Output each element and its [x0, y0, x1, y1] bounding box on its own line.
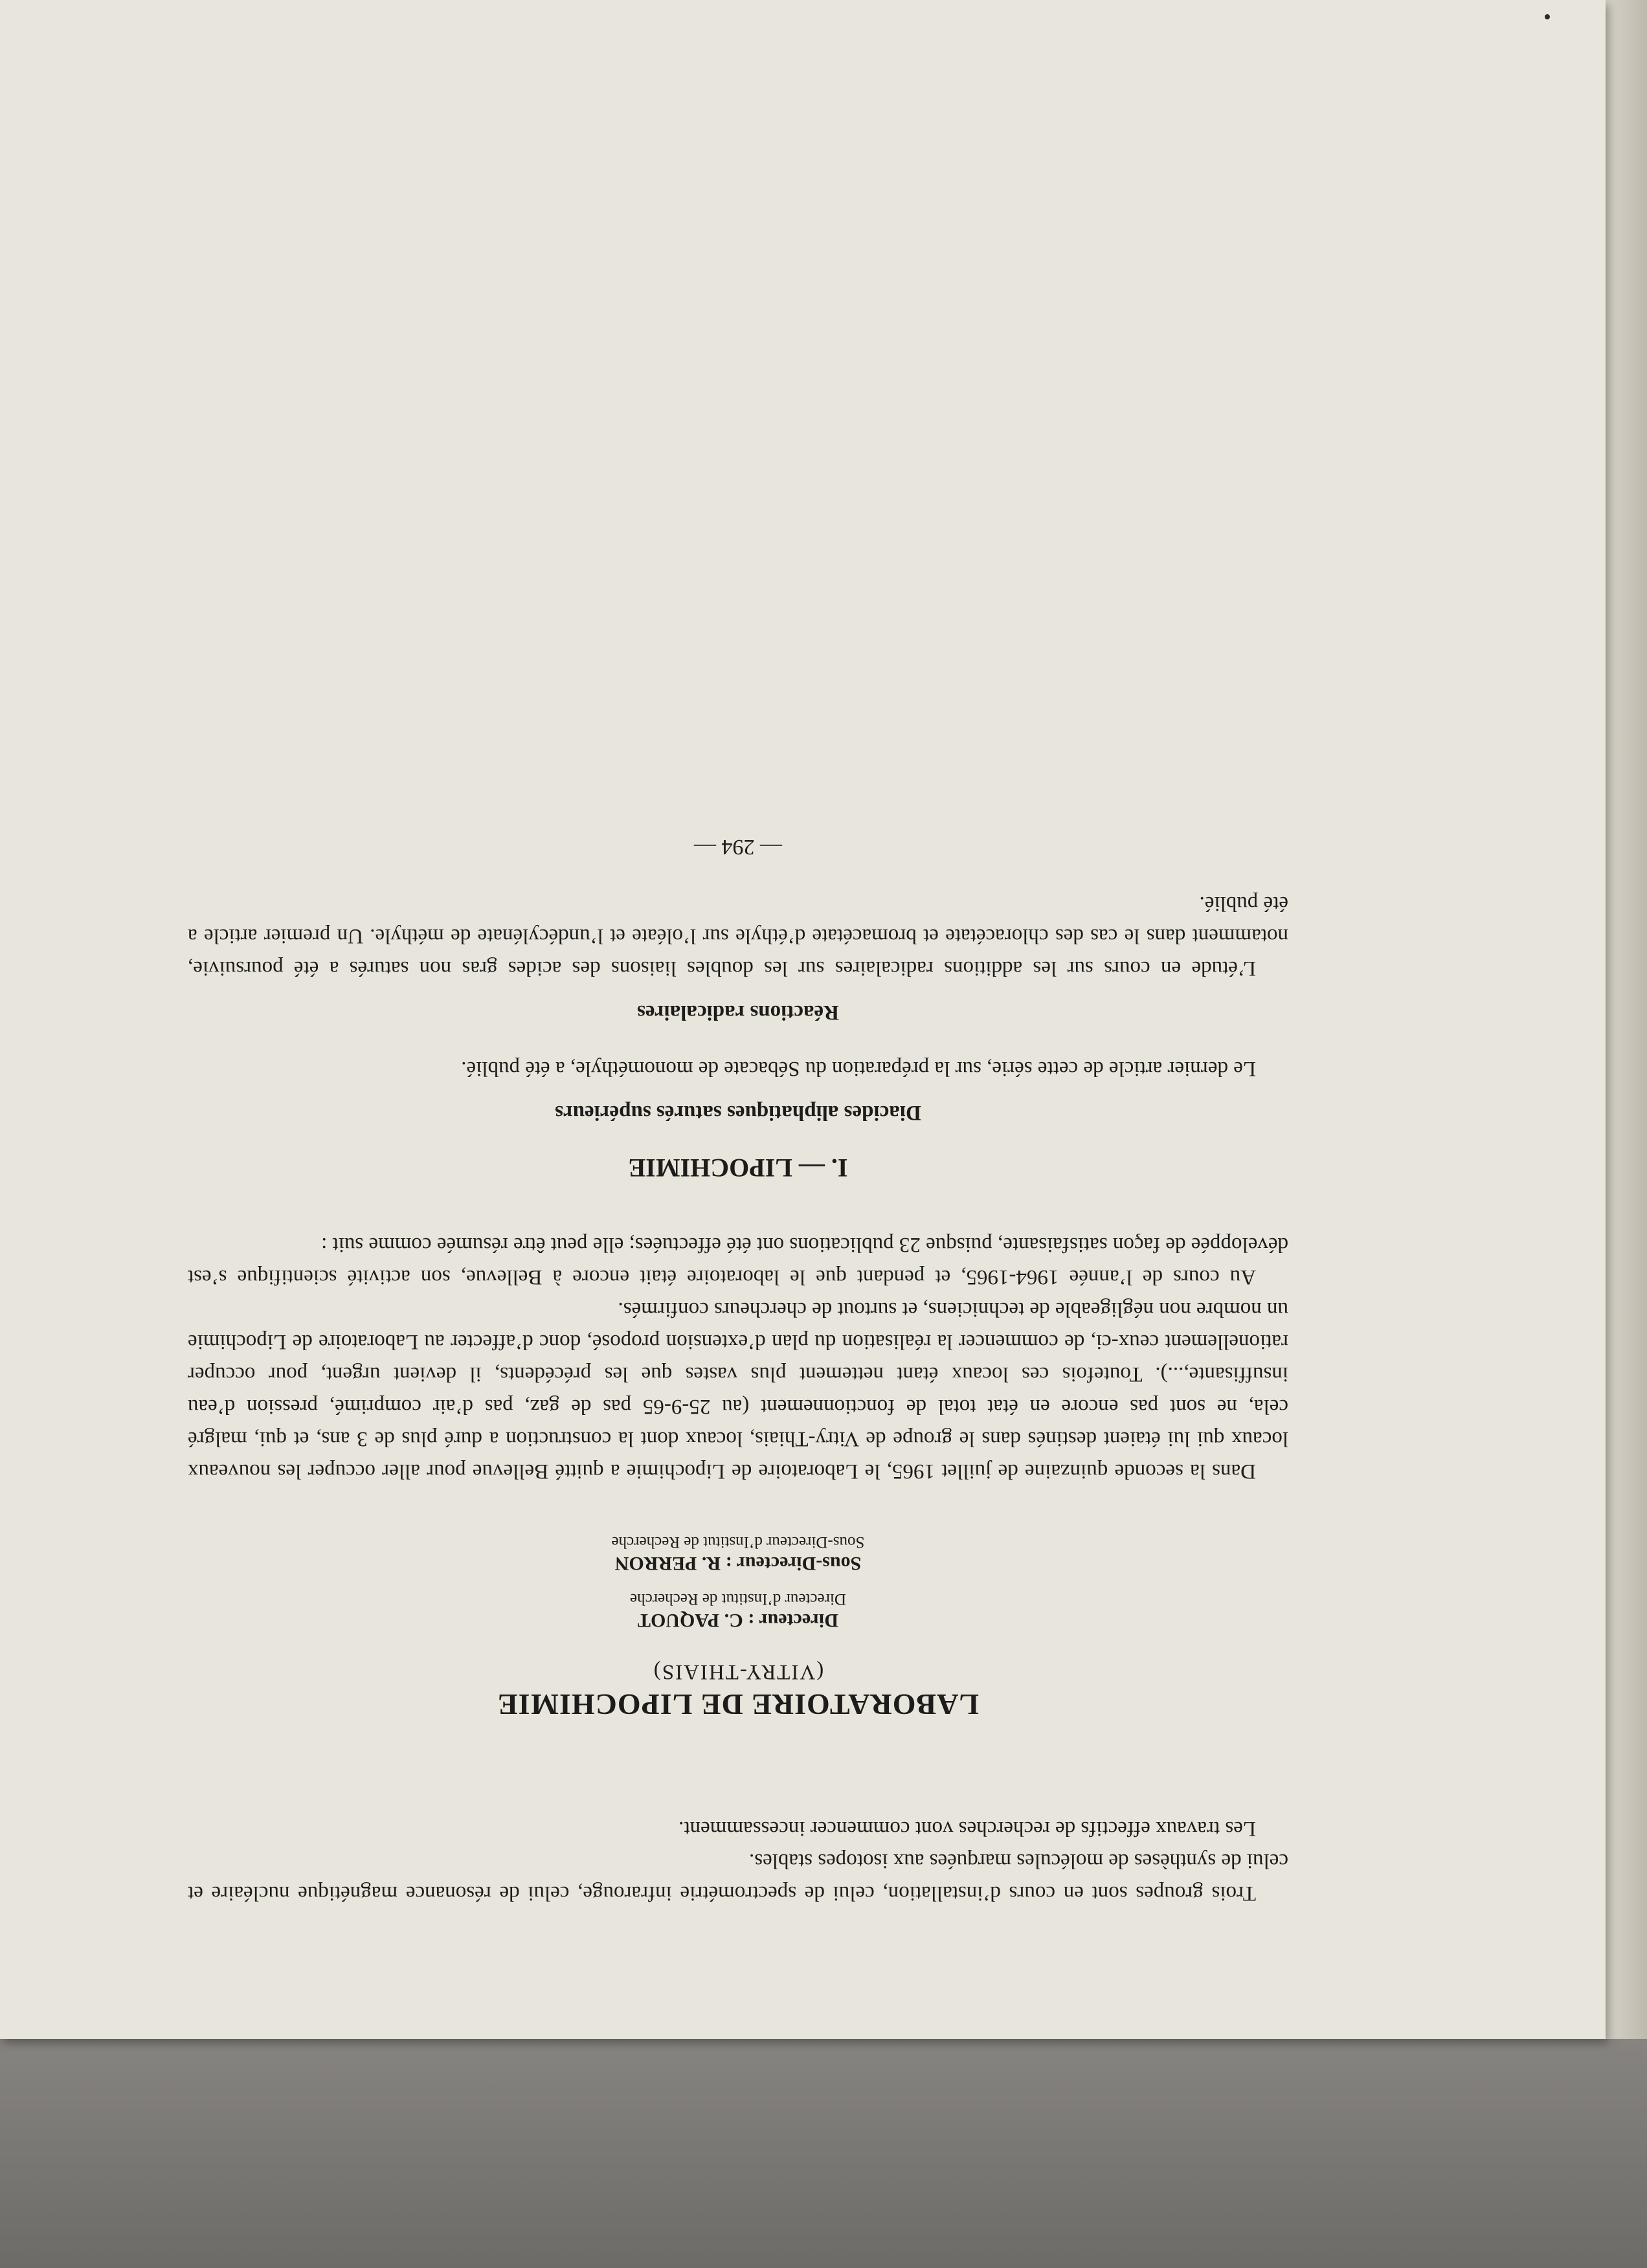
section-heading: I. — LIPOCHIMIE [628, 1153, 848, 1183]
subsection-heading-1: Diacides aliphatiques saturés supérieurs [555, 1101, 921, 1124]
subdirector-title: Sous-Directeur d’Institut de Recherche [611, 1533, 865, 1551]
page-number: — 294 — [694, 835, 782, 859]
lab-title: LABORATOIRE DE LIPOCHIMIE [497, 1688, 980, 1721]
director-title: Directeur d’Institut de Recherche [630, 1590, 846, 1608]
paragraph-4: L’étude en cours sur les additions radicalaires sur les doubles liaisons des acides gras non saturés a été poursuivie, notamment dans le cas des chloracétate et bromacétate d’éthyle sur l’oléate et l’undécylénate de méthyle. Un premier article a été publié. [188, 892, 1288, 980]
director-line: Directeur : C. PAQUOT [638, 1610, 838, 1631]
paragraph-2: Au cours de l’année 1964-1965, et pendant que le laboratoire était encore à Bellevue, son activité scientifique s’est développée de façon satisfaisante, puisque 23 publications ont été effectuées; elle peut être résumée comme suit : [188, 1233, 1288, 1289]
intro-paragraph-2: Les travaux effectifs de recherches vont commencer incessamment. [678, 1817, 1256, 1840]
paragraph-3: Le dernier article de cette série, sur la préparation du Sébacate de monométhyle, a été publié. [461, 1057, 1256, 1080]
intro-paragraph: Trois groupes sont en cours d’installation, celui de spectrométrie infrarouge, celui de résonance magnétique nucléaire et celui de synthèses de molécules marquées aux isotopes stables. [188, 1849, 1288, 1905]
paragraph-1: Dans la seconde quinzaine de juillet 1965, le Laboratoire de Lipochimie a quitté Bellevue pour aller occuper les nouveaux locaux qui lui étaient destinés dans le groupe de Vitry-Thiais, locaux dont la construction a duré plus de 3 ans, et qui, malgré cela, ne sont pas encore en état total de fonctionnement (au 25-9-65 pas de gaz, pas d’air comprimé, pression d’eau insuffisante,...). Toutefois ces locaux étant nettement plus vastes que les précédents, il devient urgent, pour occuper rationellement ceux-ci, de commencer la réalisation du plan d’extension proposé, donc d’affecter au Laboratoire de Lipochimie un nombre non négligeable de techniciens, et surtout de chercheurs confirmés. [188, 1298, 1288, 1483]
lab-location: (VITRY-THIAIS) [652, 1660, 824, 1684]
subdirector-line: Sous-Directeur : R. PERRON [614, 1553, 862, 1574]
ink-speck [1545, 14, 1550, 19]
subsection-heading-2: Réactions radicalaires [637, 1001, 839, 1024]
upside-down-text-block [188, 162, 1288, 1909]
